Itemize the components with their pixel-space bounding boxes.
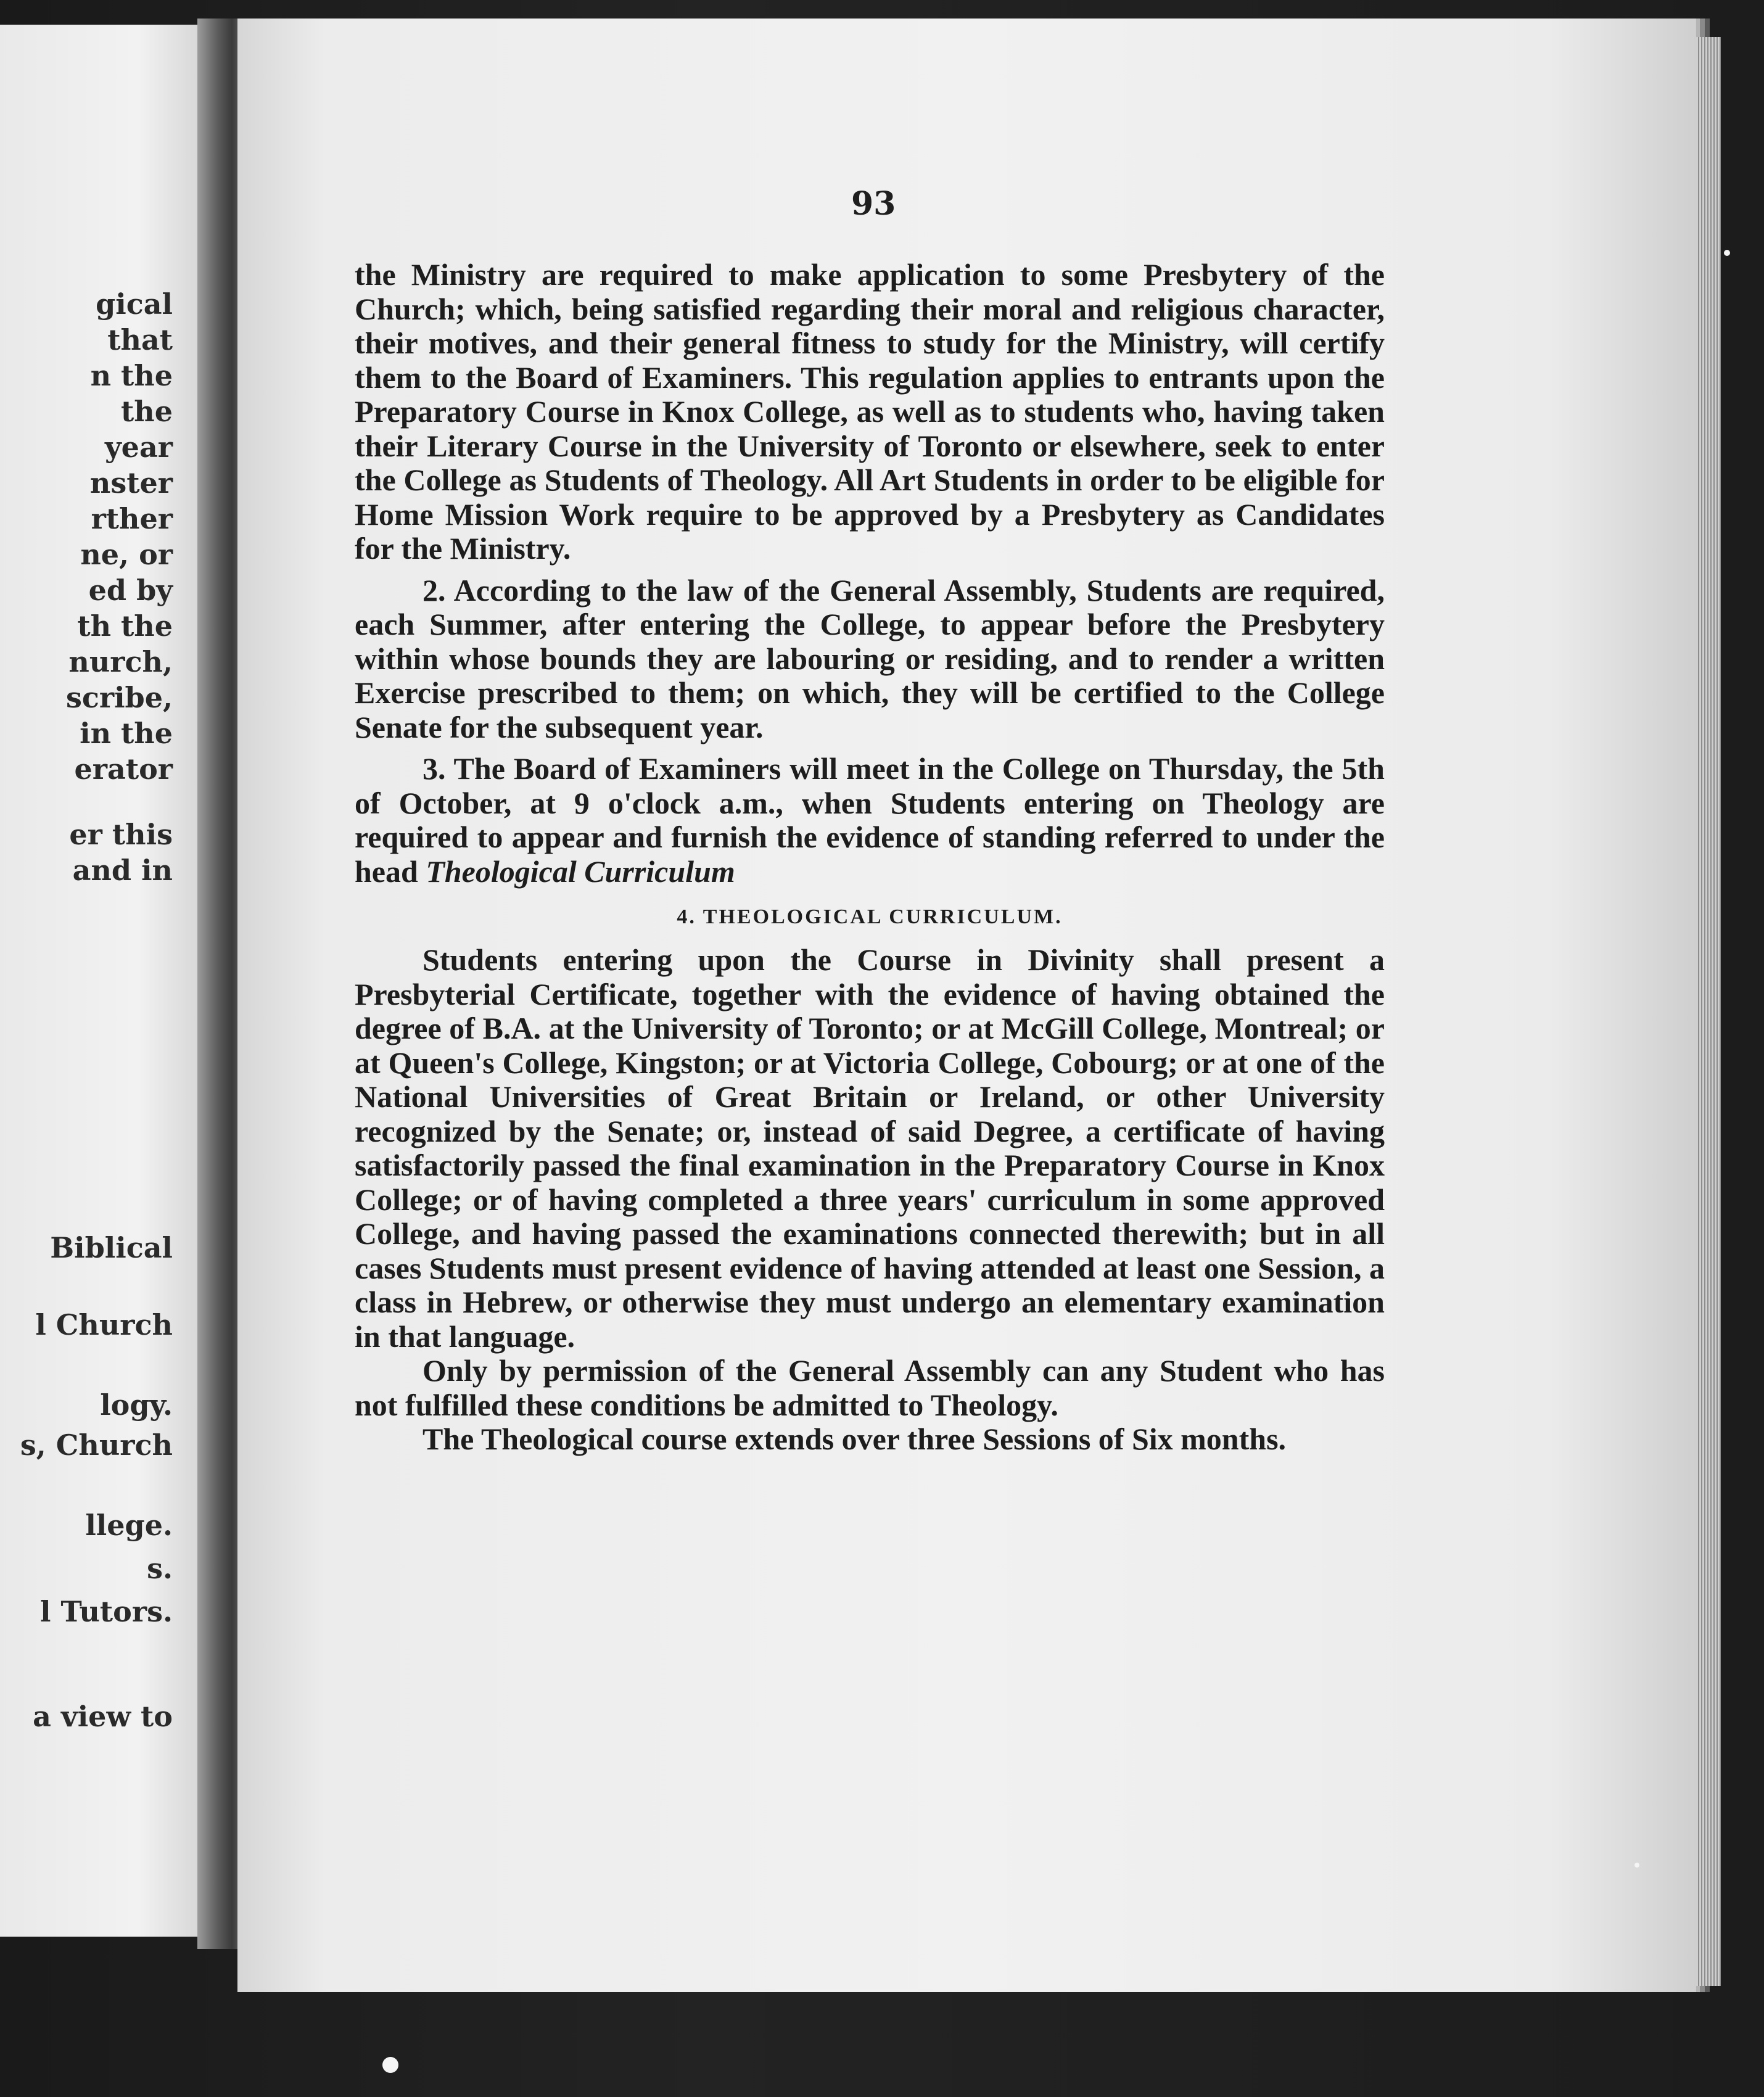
left-page-fragment: the — [121, 395, 173, 428]
left-page-fragment: th the — [77, 609, 173, 643]
paragraph-course-length: The Theological course extends over three Sessions of Six months. — [422, 1422, 1287, 1456]
left-page-fragment: s. — [147, 1552, 173, 1585]
left-page-fragment: gical — [96, 287, 173, 321]
left-page-fragment: ed by — [88, 574, 173, 607]
paragraph-ministry-application: the Ministry are required to make application to some Presbytery of the Church; which, being satisfied regarding their moral and religious character, their motives, and their general fitness to study for the Ministry, will certify them to the Board of Examiners. This regulation applies to entrants upon the Preparatory Course in Knox College, as well as to students who, having taken their Literary Course in the University of Toronto or elsewhere, seek to enter the College as Students of Theology. All Art Students in order to be eligible for Home Mission Work require to be approved by a Presbytery as Candidates for the Ministry. — [355, 257, 1385, 566]
paragraph-permission: Only by permission of the General Assembly can any Student who has not fulfilled these conditions be admitted to Theology. — [355, 1353, 1385, 1422]
left-page-fragment: scribe, — [65, 681, 173, 714]
page-number: 93 — [851, 185, 896, 223]
left-page-fragment: logy. — [100, 1388, 173, 1422]
theological-curriculum-reference: Theological Curriculum — [426, 854, 735, 889]
left-page-fragment: nurch, — [68, 645, 173, 678]
left-page-fragment: n the — [90, 359, 173, 392]
left-page-fragment: ne, or — [80, 538, 173, 571]
section-heading: 4. THEOLOGICAL CURRICULUM. — [677, 905, 1063, 928]
left-page-fragment: Biblical — [50, 1231, 173, 1264]
paragraph-board-of-examiners — [355, 752, 1385, 889]
left-page-fragment: s, Church — [20, 1428, 173, 1462]
left-page-fragment: rther — [91, 502, 173, 535]
scan-speck — [1724, 250, 1730, 256]
paragraph-general-assembly: 2. According to the law of the General Assembly, Students are required, each Summer, after entering the College, to appear before the Presbytery within whose bounds they are labouring or residing, and to render a written Exercise prescribed to them; on which, they will be certified to the College Senate for the subsequent year. — [355, 572, 1385, 744]
left-page-fragment: er this — [69, 818, 173, 851]
left-page-fragment: llege. — [85, 1509, 173, 1542]
left-page — [0, 25, 197, 1937]
left-page-fragment: year — [104, 431, 173, 464]
left-page-fragment: and in — [72, 854, 173, 887]
left-page-fragment: l Tutors. — [39, 1595, 173, 1628]
scan-speck — [1634, 1863, 1639, 1868]
left-page-fragment: in the — [80, 717, 173, 750]
left-page-fragment: l Church — [35, 1308, 173, 1341]
page-edge-stack — [1696, 37, 1721, 1986]
left-page-fragment: a view to — [33, 1700, 173, 1733]
left-page-fragment: erator — [74, 752, 173, 786]
paragraph-board-text: 3. The Board of Examiners will meet in the College on Thursday, the 5th of October, at 9 o'clock a.m., when Students entering on Theology are required to appear and furnish the evidence of standing referred to under the head — [355, 751, 1385, 889]
paragraph-entry-requirements: Students entering upon the Course in Divinity shall present a Presbyterial Certificate, together with the evidence of having obtained the degree of B.A. at the University of Toronto; or at McGill College, Montreal; or at Queen's College, Kingston; or at Victoria College, Cobourg; or at one of the National Universities of Great Britain or Ireland, or other University recognized by the Senate; or, instead of said Degree, a certificate of having satisfactorily passed the final examination in the Preparatory Course in Knox College; or of having completed a three years' curriculum in some approved College, and having passed the examinations connected therewith; but in all cases Students must present evidence of having attended at least one Session, a class in Hebrew, or otherwise they must undergo an elementary examination in that language. — [355, 942, 1385, 1354]
scan-speck — [382, 2057, 398, 2073]
left-page-fragment: that — [107, 323, 173, 356]
left-page-fragment: nster — [89, 466, 173, 500]
page-body-text — [355, 258, 1385, 1457]
